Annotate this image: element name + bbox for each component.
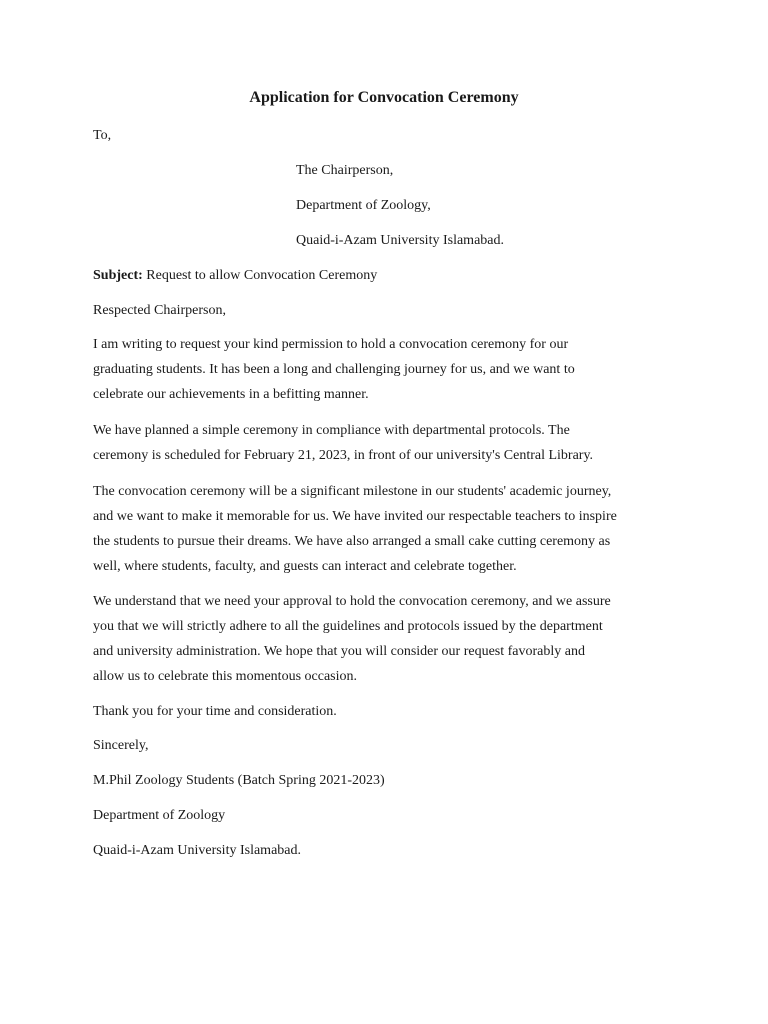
subject-label: Subject:: [93, 268, 143, 283]
body-paragraph-3: [93, 479, 673, 579]
paragraph-line: I am writing to request your kind permission to hold a convocation ceremony for our: [93, 337, 569, 352]
recipient-line-3: Quaid-i-Azam University Islamabad.: [296, 233, 504, 248]
paragraph-line: allow us to celebrate this momentous occasion.: [93, 669, 357, 684]
paragraph-line: We have planned a simple ceremony in compliance with departmental protocols. The: [93, 423, 570, 438]
paragraph-line: ceremony is scheduled for February 21, 2023, in front of our university's Central Library.: [93, 448, 594, 463]
subject-text: Request to allow Convocation Ceremony: [146, 268, 378, 283]
recipient-line-2: Department of Zoology,: [296, 198, 431, 213]
paragraph-line: well, where students, faculty, and guests can interact and celebrate together.: [93, 559, 517, 574]
letter-title: Application for Convocation Ceremony: [249, 89, 519, 106]
paragraph-line: We understand that we need your approval to hold the convocation ceremony, and we assure: [93, 594, 611, 609]
paragraph-line: graduating students. It has been a long and challenging journey for us, and we want to: [93, 362, 575, 377]
signature-line-2: Department of Zoology: [93, 808, 226, 823]
signature-line-3: Quaid-i-Azam University Islamabad.: [93, 843, 301, 858]
body-paragraph-1: [93, 332, 673, 407]
closing-line: Sincerely,: [93, 738, 149, 753]
signature-line-1: M.Phil Zoology Students (Batch Spring 2021-2023): [93, 773, 385, 788]
paragraph-line: The convocation ceremony will be a significant milestone in our students' academic journey,: [93, 484, 612, 499]
thanks-line: Thank you for your time and consideration.: [93, 704, 337, 719]
paragraph-line: celebrate our achievements in a befitting manner.: [93, 387, 369, 402]
to-line: To,: [93, 128, 112, 143]
salutation: Respected Chairperson,: [93, 303, 226, 318]
subject-line: [93, 263, 377, 288]
paragraph-line: and university administration. We hope that you will consider our request favorably and: [93, 644, 585, 659]
recipient-line-1: The Chairperson,: [296, 163, 394, 178]
paragraph-line: you that we will strictly adhere to all the guidelines and protocols issued by the department: [93, 619, 603, 634]
body-paragraph-2: [93, 418, 673, 468]
paragraph-line: the students to pursue their dreams. We have also arranged a small cake cutting ceremony as: [93, 534, 611, 549]
body-paragraph-4: [93, 589, 673, 689]
paragraph-line: and we want to make it memorable for us. We have invited our respectable teachers to inspire: [93, 509, 617, 524]
